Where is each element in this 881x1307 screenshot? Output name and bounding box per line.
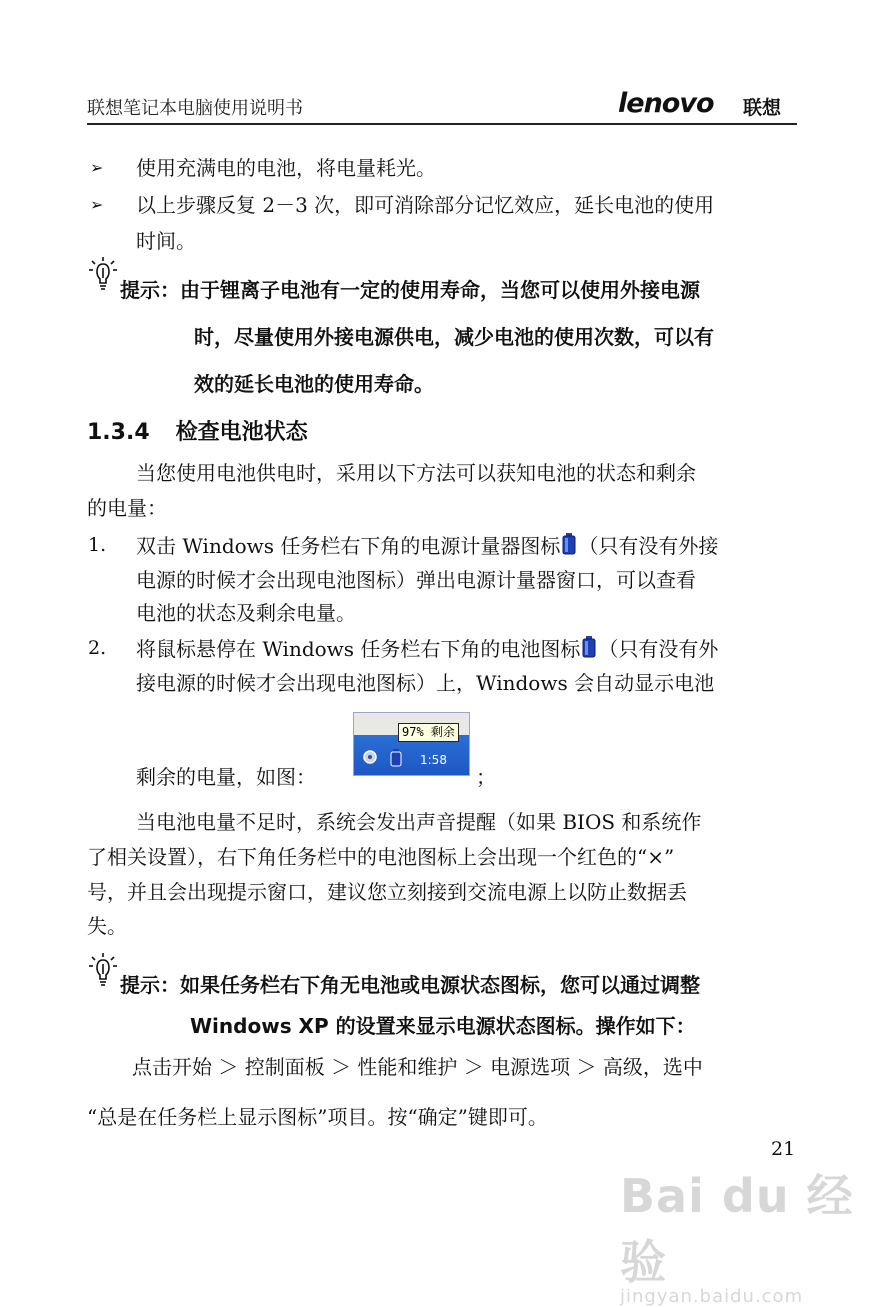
list-item-2-line-1: [136, 636, 718, 661]
list-number-1: 1.: [88, 534, 107, 556]
para-1-line-1: 当您使用电池供电时，采用以下方法可以获知电池的状态和剩余: [136, 461, 696, 485]
list-item-2-line-2: 接电源的时候才会出现电池图标）上，Windows 会自动显示电池: [136, 671, 715, 695]
tip-2-line-1: [120, 973, 700, 997]
battery-icon: [390, 749, 402, 767]
list-item-1-text-a: 双击 Windows 任务栏右下角的电源计量器图标: [136, 534, 561, 558]
list-item-2-text-a: 将鼠标悬停在 Windows 任务栏右下角的电池图标: [136, 637, 581, 661]
tip-1-line-2: 时，尽量使用外接电源供电，减少电池的使用次数，可以有: [194, 325, 714, 349]
list-item-2-line-3-end: ；: [476, 765, 496, 789]
battery-icon: [582, 636, 596, 658]
header-rule: [87, 123, 797, 125]
para-2-line-3: 号，并且会出现提示窗口，建议您立刻接到交流电源上以防止数据丢: [87, 880, 687, 904]
list-number-2: 2.: [88, 637, 107, 659]
lightbulb-icon: [88, 952, 118, 988]
list-item-1-text-b: （只有没有外接: [578, 534, 719, 558]
tip-2-text-1: 如果任务栏右下角无电池或电源状态图标，您可以通过调整: [180, 973, 700, 997]
header-title: 联想笔记本电脑使用说明书: [87, 98, 303, 119]
tip-1-text-1: 由于锂离子电池有一定的使用寿命，当您可以使用外接电源: [180, 278, 700, 302]
bullet-icon: ➢: [90, 158, 104, 177]
bullet-item-2-line-1: 以上步骤反复 2－3 次，即可消除部分记忆效应，延长电池的使用: [136, 193, 715, 217]
baidu-watermark: [620, 1160, 881, 1307]
taskbar-tray-screenshot: [353, 712, 470, 776]
bullet-icon: ➢: [90, 195, 104, 214]
section-title: 检查电池状态: [175, 420, 308, 445]
speaker-icon: [362, 749, 378, 765]
lightbulb-icon: [88, 256, 118, 292]
tip-2-line-2: Windows XP 的设置来显示电源状态图标。操作如下：: [190, 1014, 696, 1038]
watermark-url: jingyan.baidu.com: [620, 1286, 804, 1307]
list-item-1-line-2: 电源的时候才会出现电池图标）弹出电源计量器窗口，可以查看: [136, 568, 696, 592]
list-item-2-line-3: 剩余的电量，如图：: [136, 765, 316, 789]
lenovo-logo: lenovo: [618, 88, 714, 119]
para-1-line-2: 的电量：: [87, 496, 167, 520]
lenovo-logo-cn: 联想: [743, 97, 782, 119]
taskbar-clock: 1:58: [420, 753, 447, 767]
steps-line-1: 点击开始 ＞ 控制面板 ＞ 性能和维护 ＞ 电源选项 ＞ 高级，选中: [132, 1055, 703, 1079]
tip-1-line-1: [120, 278, 700, 302]
tip-label: 提示：: [120, 973, 180, 997]
tip-1-line-3: 效的延长电池的使用寿命。: [194, 372, 434, 396]
tip-label: 提示：: [120, 278, 180, 302]
para-2-line-4: 失。: [87, 914, 127, 938]
list-item-2-text-b: （只有没有外: [598, 637, 719, 661]
para-2-line-1: 当电池电量不足时，系统会发出声音提醒（如果 BIOS 和系统作: [136, 810, 702, 834]
battery-icon: [562, 533, 576, 555]
watermark-main: Bai du 经验: [620, 1169, 854, 1289]
steps-line-2: “总是在任务栏上显示图标”项目。按“确定”键即可。: [87, 1105, 548, 1129]
para-2-line-2: 了相关设置），右下角任务栏中的电池图标上会出现一个红色的“×”: [87, 845, 675, 869]
list-item-1-line-3: 电池的状态及剩余电量。: [136, 601, 356, 625]
bullet-item-2-line-2: 时间。: [136, 229, 196, 253]
page-number: 21: [771, 1138, 796, 1160]
section-number: 1.3.4: [87, 420, 150, 445]
battery-tooltip: 97% 剩余: [398, 723, 459, 742]
list-item-1-line-1: [136, 533, 718, 558]
section-heading: [87, 421, 308, 445]
bullet-item-1: 使用充满电的电池，将电量耗光。: [136, 156, 436, 180]
